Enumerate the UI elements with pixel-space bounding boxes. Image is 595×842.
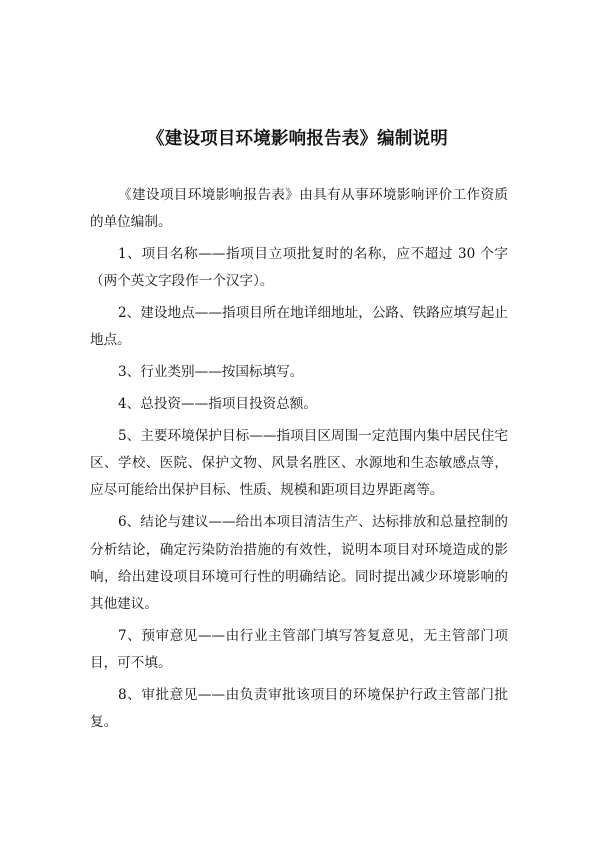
- item-approval-opinion: 8、审批意见——由负责审批该项目的环境保护行政主管部门批复。: [90, 687, 508, 731]
- item-conclusions: 6、结论与建议——给出本项目清洁生产、达标排放和总量控制的分析结论，确定污染防治措施的有效性，说明本项目对环境造成的影响，给出建设项目环境可行性的明确结论。同时提出减少环境影响的其他建议。: [90, 514, 508, 613]
- item-protection-targets: 5、主要环境保护目标——指项目区周围一定范围内集中居民住宅区、学校、医院、保护文物、风景名胜区、水源地和生态敏感点等，应尽可能给出保护目标、性质、规模和距项目边界距离等。: [90, 427, 508, 499]
- item-pre-review-opinion: 7、预审意见——由行业主管部门填写答复意见，无主管部门项目，可不填。: [90, 627, 508, 672]
- item-project-name: 1、项目名称——指项目立项批复时的名称，应不超过 30 个字（两个英文字段作一个汉字）。: [90, 246, 508, 290]
- document-body: [90, 182, 508, 741]
- document-title: 《建设项目环境影响报告表》编制说明: [147, 129, 448, 149]
- item-total-investment: 4、总投资——指项目投资总额。: [118, 396, 317, 413]
- item-industry-category: 3、行业类别——按国标填写。: [118, 364, 304, 381]
- intro-paragraph: 《建设项目环境影响报告表》由具有从事环境影响评价工作资质的单位编制。: [90, 187, 508, 231]
- item-construction-site: 2、建设地点——指项目所在地详细地址，公路、铁路应填写起止地点。: [90, 305, 508, 349]
